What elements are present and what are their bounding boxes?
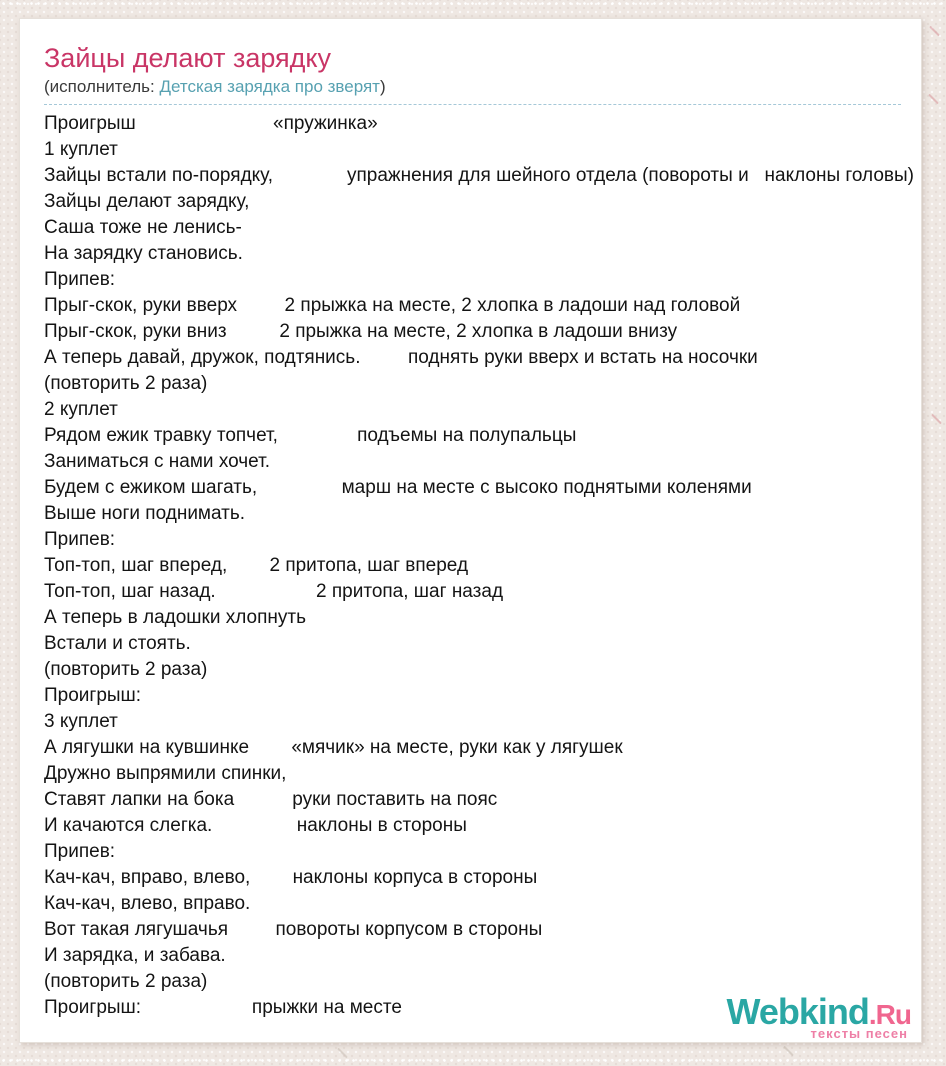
lyric-line: Прыг-скок, руки вверх 2 прыжка на месте, 2 хлопка в ладоши над головой	[44, 295, 741, 317]
lyric-line: (повторить 2 раза)	[44, 373, 208, 395]
lyric-line: Топ-топ, шаг вперед, 2 притопа, шаг вперед	[44, 555, 469, 577]
lyric-line: И зарядка, и забава.	[44, 945, 226, 967]
texture-dots-bottom	[0, 1059, 946, 1062]
artist-prefix: (исполнитель:	[44, 77, 160, 97]
page-title: Зайцы делают зарядку	[44, 43, 332, 73]
lyric-line: Топ-топ, шаг назад. 2 притопа, шаг назад	[44, 581, 504, 603]
lyric-line: Кач-кач, влево, вправо.	[44, 893, 251, 915]
texture-scratch	[928, 94, 939, 105]
lyric-line: А теперь давай, дружок, подтянись. поднять руки вверх и встать на носочки	[44, 347, 758, 369]
lyric-line: Припев:	[44, 269, 116, 291]
lyric-line: Проигрыш: прыжки на месте	[44, 997, 402, 1019]
lyric-line: Будем с ежиком шагать, марш на месте с высоко поднятыми коленями	[44, 477, 752, 499]
lyrics-text	[20, 105, 921, 1021]
lyric-line: Прыг-скок, руки вниз 2 прыжка на месте, 2 хлопка в ладоши внизу	[44, 321, 678, 343]
lyrics-card	[19, 18, 922, 1043]
lyric-line: Дружно выпрямили спинки,	[44, 763, 287, 785]
logo-ru-text: .Ru	[868, 999, 911, 1030]
lyric-line: Зайцы делают зарядку,	[44, 191, 250, 213]
logo-tagline: тексты песен	[810, 1026, 908, 1041]
artist-suffix: )	[379, 77, 386, 97]
lyric-line: Встали и стоять.	[44, 633, 191, 655]
lyric-line: Припев:	[44, 529, 116, 551]
lyric-line: 3 куплет	[44, 711, 118, 733]
lyric-line: Рядом ежик травку топчет, подъемы на полупальцы	[44, 425, 577, 447]
texture-scratch	[931, 414, 942, 425]
artist-link[interactable]: Детская зарядка про зверят	[159, 77, 380, 97]
lyric-line: Припев:	[44, 841, 116, 863]
webkind-logo[interactable]	[726, 991, 911, 1041]
lyric-line: Вот такая лягушачья повороты корпусом в стороны	[44, 919, 543, 941]
lyric-line: Саша тоже не ленись-	[44, 217, 242, 239]
lyric-line: 2 куплет	[44, 399, 118, 421]
logo-webkind-text: Webkind	[726, 991, 869, 1032]
lyric-line: А лягушки на кувшинке «мячик» на месте, руки как у лягушек	[44, 737, 623, 759]
lyric-line: Проигрыш:	[44, 685, 142, 707]
texture-scratch	[783, 1046, 794, 1057]
lyric-line: (повторить 2 раза)	[44, 971, 208, 993]
texture-scratch	[929, 26, 940, 37]
lyric-line: Выше ноги поднимать.	[44, 503, 246, 525]
lyric-line: 1 куплет	[44, 139, 118, 161]
lyric-line: Зайцы встали по-порядку, упражнения для шейного отдела (повороты и наклоны головы)	[44, 165, 915, 187]
lyric-line: Проигрыш «пружинка»	[44, 113, 378, 135]
lyric-line: Заниматься с нами хочет.	[44, 451, 270, 473]
lyric-line: Кач-кач, вправо, влево, наклоны корпуса в стороны	[44, 867, 538, 889]
artist-line	[44, 77, 901, 105]
lyric-line: А теперь в ладошки хлопнуть	[44, 607, 306, 629]
texture-scratch	[337, 1048, 348, 1059]
texture-dots-top	[0, 2, 946, 5]
lyric-line: И качаются слегка. наклоны в стороны	[44, 815, 467, 837]
logo-wordmark	[726, 991, 911, 1032]
lyric-line: Ставят лапки на бока руки поставить на пояс	[44, 789, 498, 811]
lyric-line: (повторить 2 раза)	[44, 659, 208, 681]
lyric-line: На зарядку становись.	[44, 243, 243, 265]
